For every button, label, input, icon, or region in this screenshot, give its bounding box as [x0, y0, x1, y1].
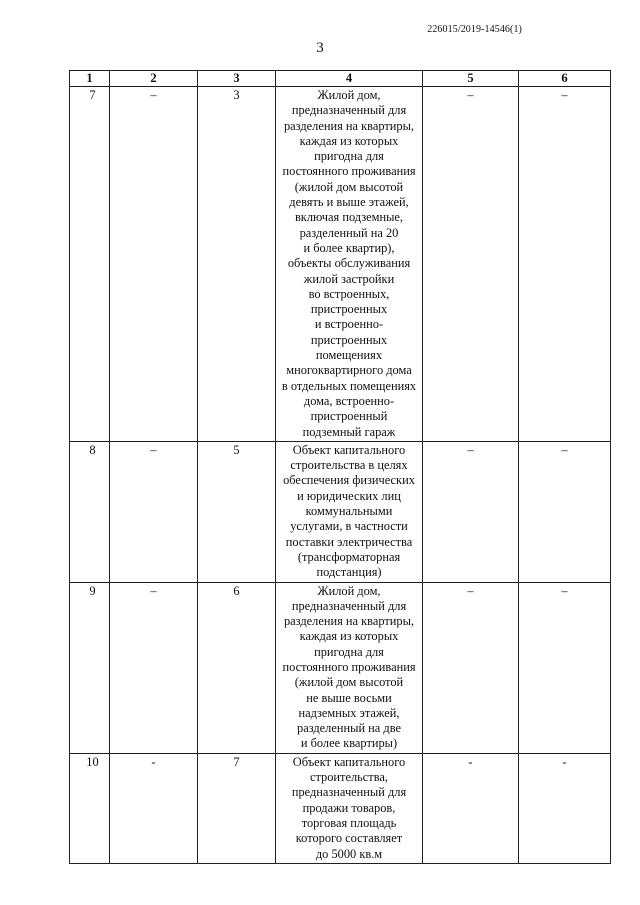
table-header-row: [70, 71, 611, 87]
column-header: 6: [519, 71, 611, 87]
permitted-use-table: [69, 70, 611, 864]
row-number: 10: [70, 753, 110, 863]
cell-col3: 6: [198, 582, 276, 753]
table-row: [70, 87, 611, 442]
column-header: 5: [423, 71, 519, 87]
column-header: 4: [276, 71, 423, 87]
cell-col6: -: [519, 753, 611, 863]
cell-col6: –: [519, 441, 611, 582]
cell-col6: –: [519, 87, 611, 442]
cell-description: Жилой дом, предназначенный для разделения на квартиры, каждая из которых пригодна для постоянного проживания (жилой дом высотой девять и выше этажей, включая подземные, разделенный на 20 и более квартир), объекты обслуживания жилой застройки во встроенных, пристроенных и встроенно- пристроенных помещениях многоквартирного дома в отдельных помещениях дома, встроенно- пристроенный подземный гараж: [276, 87, 423, 442]
table-row: [70, 582, 611, 753]
column-header: 1: [70, 71, 110, 87]
table-row: [70, 753, 611, 863]
cell-col2: –: [110, 87, 198, 442]
cell-col6: –: [519, 582, 611, 753]
table-row: [70, 441, 611, 582]
cell-description: Жилой дом, предназначенный для разделения на квартиры, каждая из которых пригодна для постоянного проживания (жилой дом высотой не выше восьми надземных этажей, разделенный на две и более квартиры): [276, 582, 423, 753]
cell-col3: 5: [198, 441, 276, 582]
column-header: 3: [198, 71, 276, 87]
cell-col5: –: [423, 441, 519, 582]
cell-col3: 3: [198, 87, 276, 442]
column-header: 2: [110, 71, 198, 87]
row-number: 9: [70, 582, 110, 753]
document-number: 226015/2019-14546(1): [427, 24, 522, 35]
cell-col2: –: [110, 441, 198, 582]
cell-col5: -: [423, 753, 519, 863]
row-number: 8: [70, 441, 110, 582]
cell-description: Объект капитального строительства, предназначенный для продажи товаров, торговая площадь которого составляет до 5000 кв.м: [276, 753, 423, 863]
cell-col2: -: [110, 753, 198, 863]
cell-col2: –: [110, 582, 198, 753]
cell-col3: 7: [198, 753, 276, 863]
cell-description: Объект капитального строительства в целях обеспечения физических и юридических лиц коммунальными услугами, в частности поставки электричества (трансформаторная подстанция): [276, 441, 423, 582]
cell-col5: –: [423, 87, 519, 442]
cell-col5: –: [423, 582, 519, 753]
row-number: 7: [70, 87, 110, 442]
page-number: 3: [316, 40, 324, 56]
